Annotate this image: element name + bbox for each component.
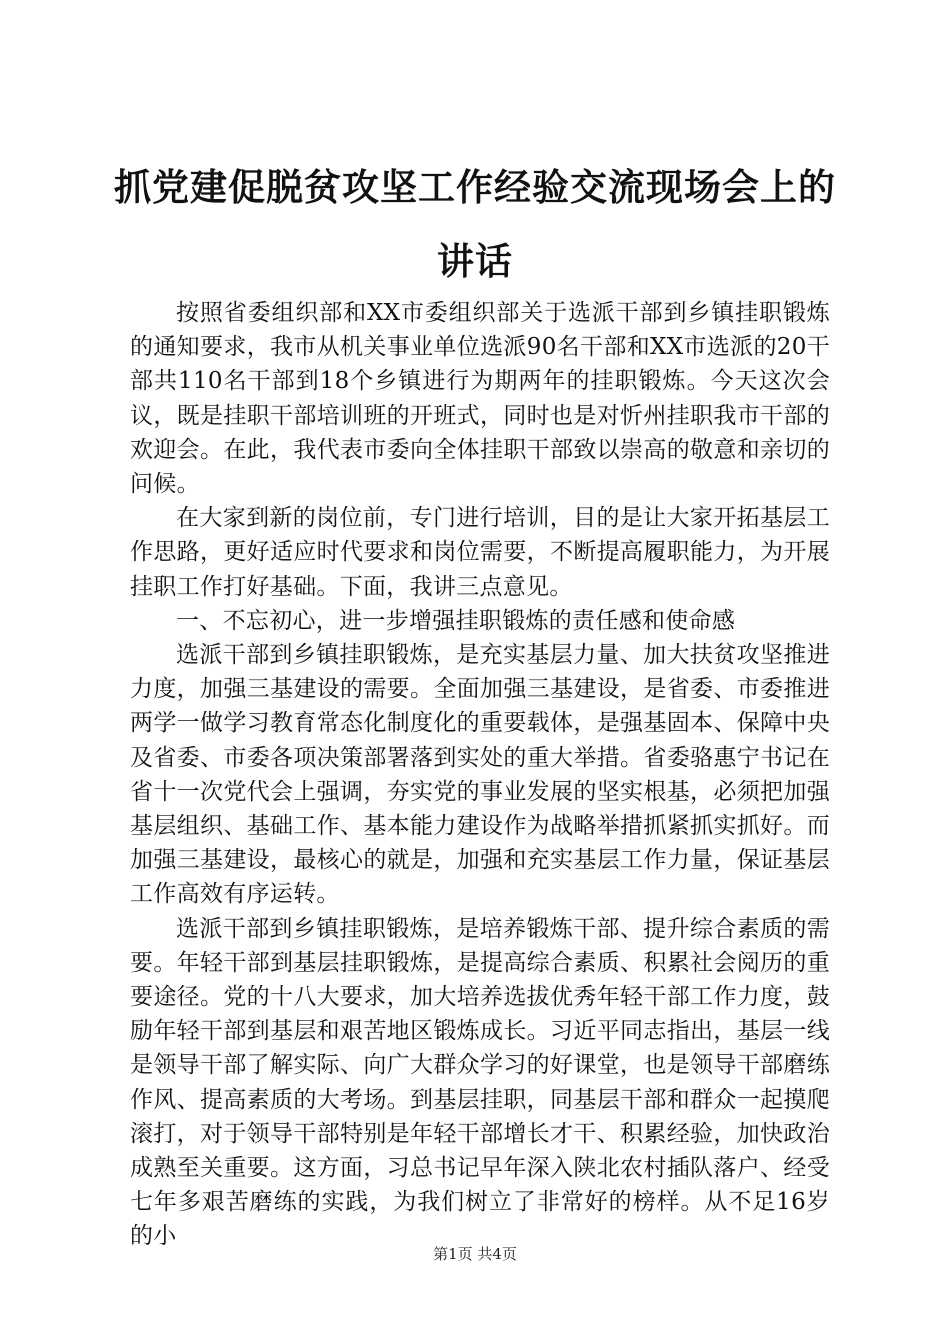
section-heading: 一、不忘初心，进一步增强挂职锻炼的责任感和使命感 xyxy=(176,607,736,634)
page-number-footer: 第1页 共4页 xyxy=(433,1245,517,1263)
document-body xyxy=(130,296,830,1254)
paragraph: 按照省委组织部和XX市委组织部关于选派干部到乡镇挂职锻炼的通知要求，我市从机关事业单位选派90名干部和XX市选派的20干部共110名干部到18个乡镇进行为期两年的挂职锻炼。今天这次会议，既是挂职干部培训班的开班式，同时也是对忻州挂职我市干部的欢迎会。在此，我代表市委向全体挂职干部致以崇高的敬意和亲切的问候。 xyxy=(130,300,830,498)
paragraph: 在大家到新的岗位前，专门进行培训，目的是让大家开拓基层工作思路，更好适应时代要求和岗位需要，不断提高履职能力，为开展挂职工作打好基础。下面，我讲三点意见。 xyxy=(130,505,830,600)
document-title: 抓党建促脱贫攻坚工作经验交流现场会上的讲话 xyxy=(114,165,836,283)
paragraph: 选派干部到乡镇挂职锻炼，是培养锻炼干部、提升综合素质的需要。年轻干部到基层挂职锻炼，是提高综合素质、积累社会阅历的重要途径。党的十八大要求，加大培养选拔优秀年轻干部工作力度，鼓励年轻干部到基层和艰苦地区锻炼成长。习近平同志指出，基层一线是领导干部了解实际、向广大群众学习的好课堂，也是领导干部磨练作风、提高素质的大考场。到基层挂职，同基层干部和群众一起摸爬滚打，对于领导干部特别是年轻干部增长才干、积累经验，加快政治成熟至关重要。这方面，习总书记早年深入陕北农村插队落户、经受七年多艰苦磨练的实践，为我们树立了非常好的榜样。从不足16岁的小 xyxy=(130,915,830,1250)
paragraph: 选派干部到乡镇挂职锻炼，是充实基层力量、加大扶贫攻坚推进力度，加强三基建设的需要。全面加强三基建设，是省委、市委推进两学一做学习教育常态化制度化的重要载体，是强基固本、保障中央及省委、市委各项决策部署落到实处的重大举措。省委骆惠宁书记在省十一次党代会上强调，夯实党的事业发展的坚实根基，必须把加强基层组织、基础工作、基本能力建设作为战略举措抓紧抓实抓好。而加强三基建设，最核心的就是，加强和充实基层工作力量，保证基层工作高效有序运转。 xyxy=(130,642,830,908)
